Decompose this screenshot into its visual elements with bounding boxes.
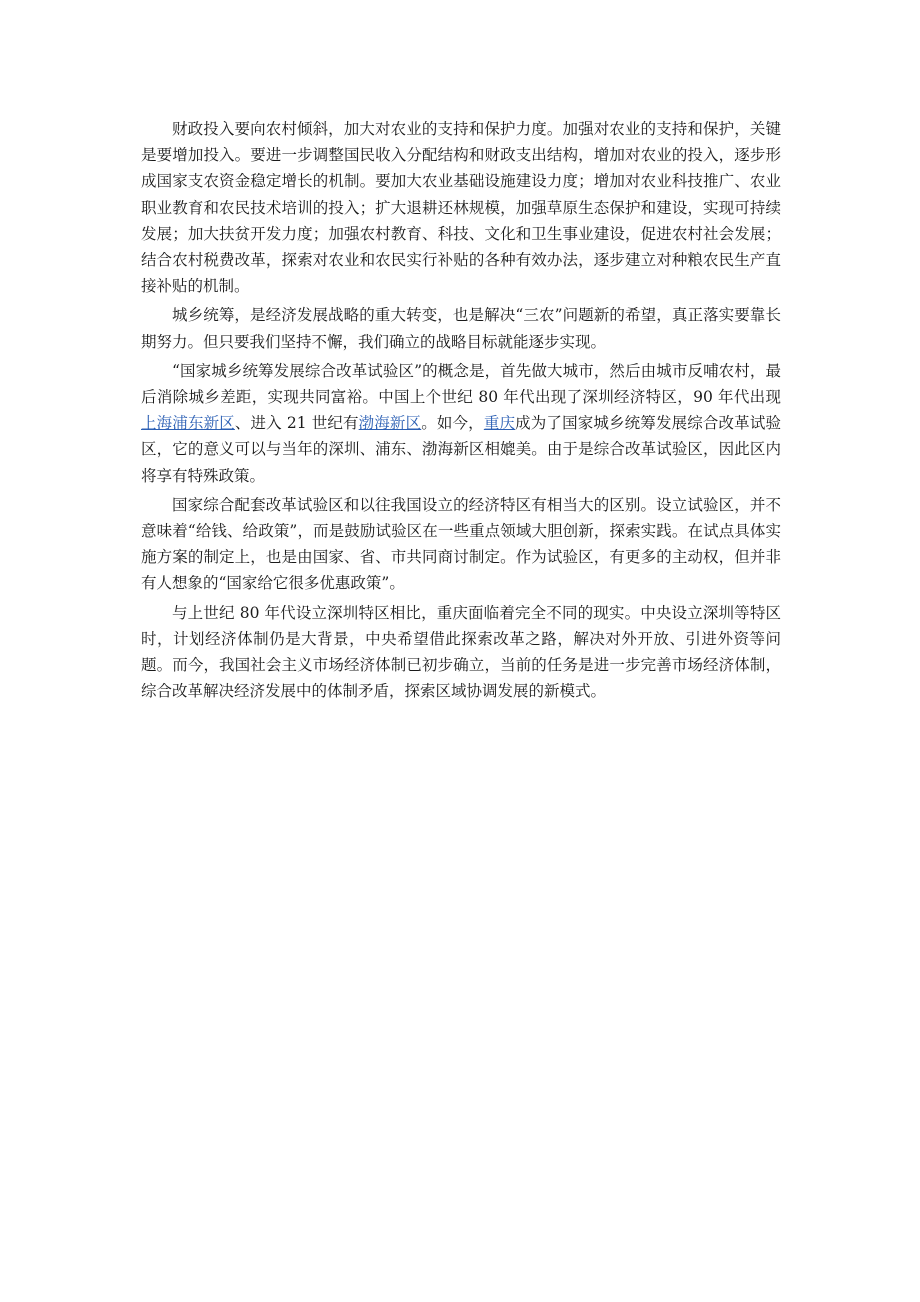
paragraph-text: 成为了国家城乡统筹发展综合改革试验区，它的意义可以与当年的深圳、浦东、渤海新区相媲美。由于是综合改革试验区，因此区内将享有特殊政策。 [141,414,781,485]
link-chongqing[interactable]: 重庆 [483,414,516,433]
paragraph-reform-zone-concept [141,358,781,489]
paragraph-pilot-zone-difference [141,492,781,597]
paragraph-rural-finance [141,116,781,299]
paragraph-text: “国家城乡统筹发展综合改革试验区”的概念是，首先做大城市，然后由城市反哺农村，最后消除城乡差距，实现共同富裕。中国上个世纪 80 年代出现了深圳经济特区，90 年代出现 [141,361,781,407]
paragraph-text: 城乡统筹，是经济发展战略的重大转变，也是解决“三农”问题新的希望，真正落实要靠长期努力。但只要我们坚持不懈，我们确立的战略目标就能逐步实现。 [141,306,781,351]
paragraph-chongqing-reality [141,600,781,705]
paragraph-text: 。如今， [421,414,484,433]
paragraph-text: 国家综合配套改革试验区和以往我国设立的经济特区有相当大的区别。设立试验区，并不意味着“给钱、给政策”，而是鼓励试验区在一些重点领域大胆创新，探索实践。在试点具体实施方案的制定上，也是由国家、省、市共同商讨制定。作为试验区，有更多的主动权，但并非有人想象的“国家给它很多优惠政策”。 [141,495,781,593]
link-bohai-new-area[interactable]: 渤海新区 [358,414,422,433]
paragraph-text: 财政投入要向农村倾斜，加大对农业的支持和保护力度。加强对农业的支持和保护，关键是要增加投入。要进一步调整国民收入分配结构和财政支出结构，增加对农业的投入，逐步形成国家支农资金稳定增长的机制。要加大农业基础设施建设力度；增加对农业科技推广、农业职业教育和农民技术培训的投入；扩大退耕还林规模，加强草原生态保护和建设，实现可持续发展；加大扶贫开发力度；加强农村教育、科技、文化和卫生事业建设，促进农村社会发展；结合农村税费改革，探索对农业和农民实行补贴的各种有效办法，逐步建立对种粮农民生产直接补贴的机制。 [141,120,781,296]
paragraph-text: 、进入 21 世纪有 [234,414,359,433]
document-body [141,116,781,707]
paragraph-urban-rural-planning [141,302,781,354]
paragraph-text: 与上世纪 80 年代设立深圳特区相比，重庆面临着完全不同的现实。中央设立深圳等特区时，计划经济体制仍是大背景，中央希望借此探索改革之路，解决对外开放、引进外资等问题。而今，我国社会主义市场经济体制已初步确立，当前的任务是进一步完善市场经济体制，综合改革解决经济发展中的体制矛盾，探索区域协调发展的新模式。 [141,603,781,701]
link-shanghai-pudong[interactable]: 上海浦东新区 [141,414,235,433]
